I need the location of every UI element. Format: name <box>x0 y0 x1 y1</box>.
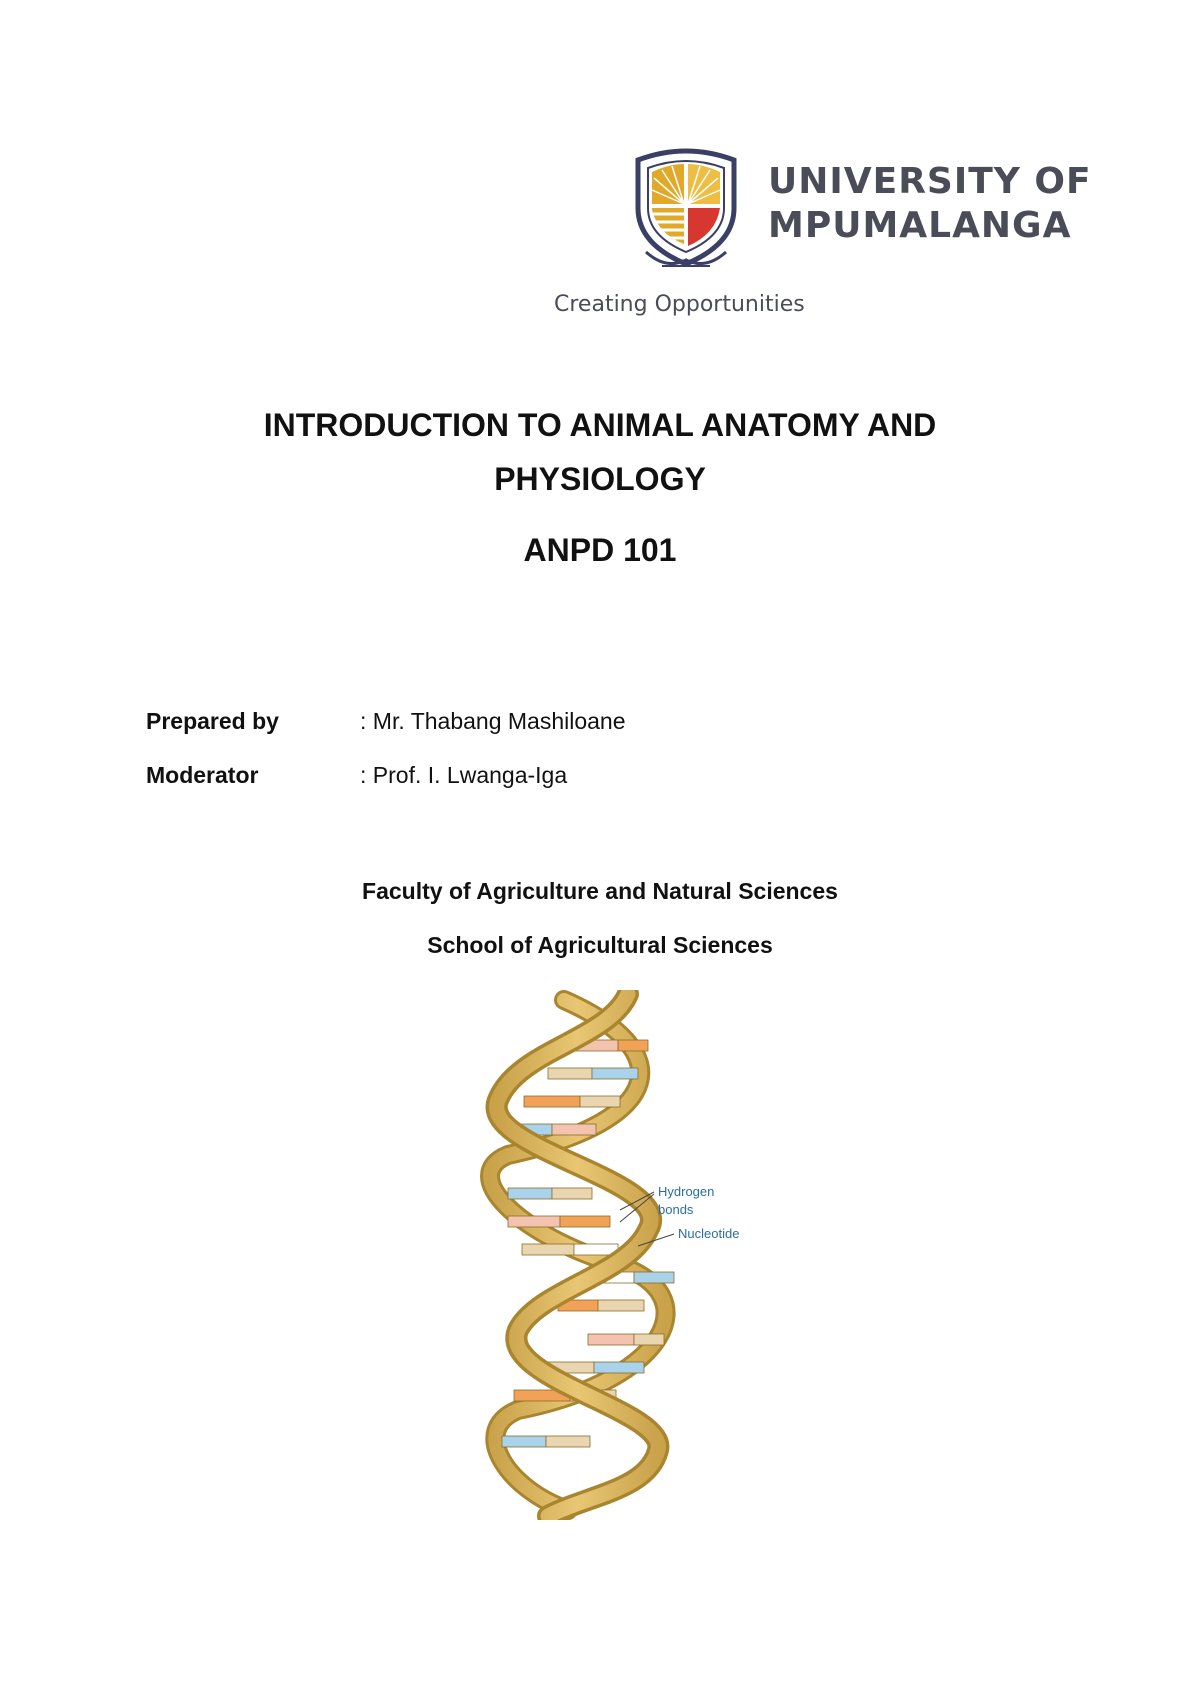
dna-helix-icon <box>478 990 798 1520</box>
university-name <box>768 160 1092 248</box>
dna-double-helix-figure <box>478 990 798 1520</box>
university-crest <box>632 148 740 274</box>
course-code: ANPD 101 <box>523 532 677 568</box>
credit-value: : Mr. Thabang Mashiloane <box>360 708 626 734</box>
credit-label: Moderator <box>146 762 259 788</box>
document-title-line2: PHYSIOLOGY <box>494 461 706 497</box>
credit-value: : Prof. I. Lwanga-Iga <box>360 762 568 788</box>
faculty-name: Faculty of Agriculture and Natural Sciences <box>362 878 838 904</box>
university-tagline: Creating Opportunities <box>554 292 805 317</box>
university-name-line1: UNIVERSITY OF <box>768 161 1092 202</box>
label-hydrogen-bonds-line1: Hydrogen <box>658 1184 715 1199</box>
university-name-line2: MPUMALANGA <box>768 205 1072 246</box>
label-nucleotide: Nucleotide <box>678 1226 740 1241</box>
document-title <box>0 398 1200 506</box>
school-name: School of Agricultural Sciences <box>427 932 773 958</box>
document-title-line1: INTRODUCTION TO ANIMAL ANATOMY AND <box>263 407 937 443</box>
credit-label: Prepared by <box>146 708 279 734</box>
crest-shield-icon <box>632 148 740 274</box>
label-hydrogen-bonds-line2: bonds <box>658 1202 694 1217</box>
